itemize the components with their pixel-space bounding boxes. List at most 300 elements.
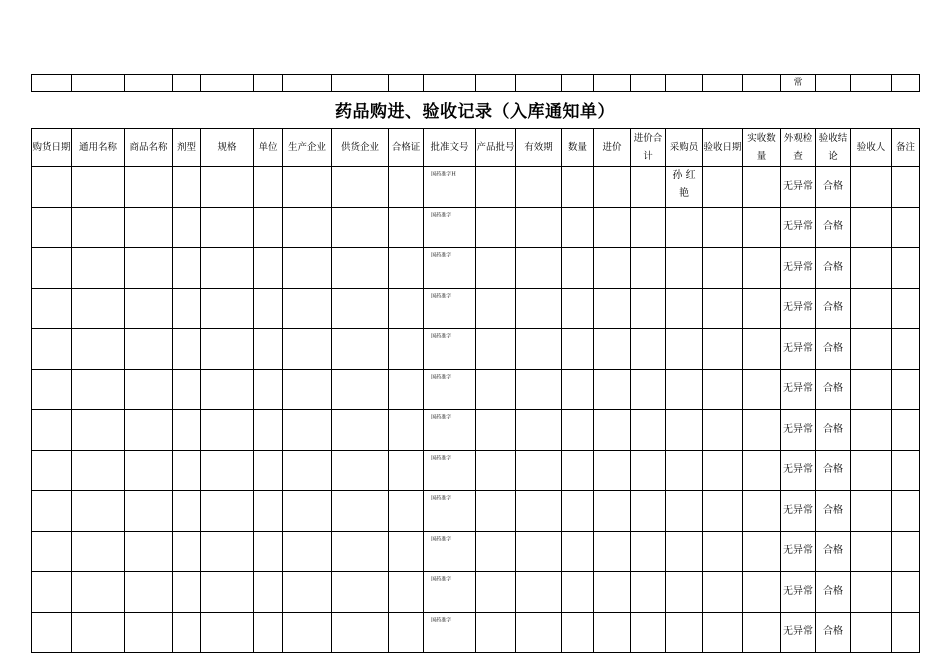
table-cell[interactable] bbox=[703, 450, 743, 491]
buyer-cell[interactable] bbox=[666, 248, 703, 289]
approval-number-cell[interactable] bbox=[424, 491, 476, 532]
table-cell[interactable] bbox=[516, 167, 562, 208]
buyer-cell[interactable] bbox=[666, 288, 703, 329]
table-cell[interactable] bbox=[631, 167, 666, 208]
appearance-check-cell[interactable]: 无异常 bbox=[781, 329, 816, 370]
table-cell[interactable] bbox=[283, 531, 332, 572]
buyer-cell[interactable] bbox=[666, 450, 703, 491]
appearance-check-cell[interactable]: 无异常 bbox=[781, 369, 816, 410]
table-cell[interactable] bbox=[201, 207, 254, 248]
table-cell[interactable] bbox=[389, 167, 424, 208]
table-cell[interactable] bbox=[125, 450, 173, 491]
table-cell[interactable] bbox=[173, 572, 201, 613]
table-row bbox=[32, 369, 920, 410]
table-cell[interactable] bbox=[72, 329, 125, 370]
table-cell[interactable] bbox=[476, 329, 516, 370]
approval-number-text: 国药准字 bbox=[431, 252, 452, 258]
buyer-cell[interactable] bbox=[666, 612, 703, 653]
table-cell[interactable] bbox=[332, 207, 389, 248]
table-cell[interactable] bbox=[892, 572, 920, 613]
table-cell[interactable] bbox=[201, 288, 254, 329]
table-cell[interactable] bbox=[743, 329, 781, 370]
table-cell[interactable] bbox=[851, 207, 892, 248]
approval-number-text: 国药准字 bbox=[431, 616, 452, 623]
table-cell[interactable] bbox=[254, 450, 283, 491]
table-row bbox=[32, 531, 920, 572]
table-cell[interactable] bbox=[72, 531, 125, 572]
table-cell[interactable] bbox=[851, 167, 892, 208]
table-cell[interactable] bbox=[562, 531, 594, 572]
table-cell[interactable] bbox=[32, 369, 72, 410]
approval-number-text: 国药准字 bbox=[431, 495, 452, 501]
table-cell[interactable] bbox=[72, 369, 125, 410]
table-cell[interactable] bbox=[703, 248, 743, 289]
table-cell[interactable] bbox=[703, 531, 743, 572]
table-cell[interactable] bbox=[389, 288, 424, 329]
table-cell[interactable] bbox=[173, 207, 201, 248]
table-cell[interactable] bbox=[389, 410, 424, 451]
table-cell[interactable] bbox=[125, 207, 173, 248]
conclusion-cell[interactable]: 合格 bbox=[816, 167, 851, 208]
table-cell[interactable] bbox=[389, 248, 424, 289]
table-cell[interactable] bbox=[125, 531, 173, 572]
approval-number-cell[interactable] bbox=[424, 248, 476, 289]
strip-cell bbox=[424, 75, 476, 92]
table-cell[interactable] bbox=[562, 410, 594, 451]
table-cell[interactable] bbox=[516, 531, 562, 572]
column-header: 规格 bbox=[201, 129, 254, 167]
table-cell[interactable] bbox=[516, 410, 562, 451]
table-cell[interactable] bbox=[743, 450, 781, 491]
table-cell[interactable] bbox=[851, 288, 892, 329]
strip-cell bbox=[254, 75, 283, 92]
conclusion-cell[interactable]: 合格 bbox=[816, 288, 851, 329]
table-cell[interactable] bbox=[32, 450, 72, 491]
approval-number-cell[interactable] bbox=[424, 288, 476, 329]
table-cell[interactable] bbox=[32, 167, 72, 208]
table-cell[interactable] bbox=[332, 531, 389, 572]
table-cell[interactable] bbox=[389, 612, 424, 653]
column-header: 进价 bbox=[594, 129, 631, 167]
approval-number-cell[interactable] bbox=[424, 612, 476, 653]
strip-cell bbox=[476, 75, 516, 92]
table-cell[interactable] bbox=[631, 369, 666, 410]
table-cell[interactable] bbox=[851, 491, 892, 532]
table-cell[interactable] bbox=[594, 329, 631, 370]
table-cell[interactable] bbox=[332, 167, 389, 208]
table-cell[interactable] bbox=[703, 167, 743, 208]
table-cell[interactable] bbox=[594, 248, 631, 289]
table-cell[interactable] bbox=[389, 491, 424, 532]
conclusion-cell[interactable]: 合格 bbox=[816, 329, 851, 370]
table-cell[interactable] bbox=[703, 491, 743, 532]
table-cell[interactable] bbox=[32, 248, 72, 289]
table-cell[interactable] bbox=[332, 410, 389, 451]
table-cell[interactable] bbox=[201, 450, 254, 491]
table-cell[interactable] bbox=[851, 450, 892, 491]
table-cell[interactable] bbox=[851, 248, 892, 289]
appearance-check-cell[interactable]: 无异常 bbox=[781, 612, 816, 653]
conclusion-cell[interactable]: 合格 bbox=[816, 369, 851, 410]
table-cell[interactable] bbox=[594, 450, 631, 491]
table-cell[interactable] bbox=[173, 410, 201, 451]
table-cell[interactable] bbox=[254, 572, 283, 613]
table-cell[interactable] bbox=[703, 369, 743, 410]
table-cell[interactable] bbox=[332, 329, 389, 370]
approval-number-text: 国药准字H bbox=[431, 171, 456, 177]
table-cell[interactable] bbox=[72, 167, 125, 208]
table-cell[interactable] bbox=[892, 369, 920, 410]
column-header: 剂型 bbox=[173, 129, 201, 167]
table-cell[interactable] bbox=[562, 248, 594, 289]
table-cell[interactable] bbox=[743, 248, 781, 289]
table-cell[interactable] bbox=[201, 329, 254, 370]
conclusion-cell[interactable]: 合格 bbox=[816, 531, 851, 572]
table-cell[interactable] bbox=[173, 531, 201, 572]
column-header: 商品名称 bbox=[125, 129, 173, 167]
table-cell[interactable] bbox=[201, 531, 254, 572]
table-cell[interactable] bbox=[72, 288, 125, 329]
table-cell[interactable] bbox=[631, 450, 666, 491]
table-cell[interactable] bbox=[173, 450, 201, 491]
table-cell[interactable] bbox=[173, 248, 201, 289]
table-cell[interactable] bbox=[72, 612, 125, 653]
table-cell[interactable] bbox=[631, 531, 666, 572]
approval-number-cell[interactable] bbox=[424, 572, 476, 613]
table-row bbox=[32, 450, 920, 491]
conclusion-cell[interactable]: 合格 bbox=[816, 207, 851, 248]
table-cell[interactable] bbox=[32, 288, 72, 329]
approval-number-cell[interactable] bbox=[424, 410, 476, 451]
table-cell[interactable] bbox=[516, 450, 562, 491]
table-cell[interactable] bbox=[283, 369, 332, 410]
table-cell[interactable] bbox=[332, 572, 389, 613]
conclusion-cell[interactable]: 合格 bbox=[816, 410, 851, 451]
table-cell[interactable] bbox=[254, 288, 283, 329]
table-cell[interactable] bbox=[283, 248, 332, 289]
table-cell[interactable] bbox=[516, 612, 562, 653]
table-row bbox=[32, 572, 920, 613]
table-cell[interactable] bbox=[72, 207, 125, 248]
table-cell[interactable] bbox=[201, 572, 254, 613]
table-row bbox=[32, 248, 920, 289]
table-cell[interactable] bbox=[72, 248, 125, 289]
table-cell[interactable] bbox=[743, 288, 781, 329]
table-cell[interactable] bbox=[125, 167, 173, 208]
table-cell[interactable] bbox=[125, 369, 173, 410]
table-cell[interactable] bbox=[389, 572, 424, 613]
conclusion-cell[interactable]: 合格 bbox=[816, 572, 851, 613]
table-cell[interactable] bbox=[892, 288, 920, 329]
strip-cell bbox=[201, 75, 254, 92]
table-cell[interactable] bbox=[516, 207, 562, 248]
table-cell[interactable] bbox=[476, 450, 516, 491]
table-cell[interactable] bbox=[283, 167, 332, 208]
approval-number-cell[interactable] bbox=[424, 167, 476, 208]
appearance-check-cell[interactable]: 无异常 bbox=[781, 167, 816, 208]
table-cell[interactable] bbox=[254, 207, 283, 248]
table-cell[interactable] bbox=[743, 531, 781, 572]
table-cell[interactable] bbox=[72, 572, 125, 613]
table-cell[interactable] bbox=[516, 572, 562, 613]
table-cell[interactable] bbox=[743, 612, 781, 653]
table-cell[interactable] bbox=[516, 248, 562, 289]
table-cell[interactable] bbox=[72, 450, 125, 491]
table-cell[interactable] bbox=[476, 531, 516, 572]
table-cell[interactable] bbox=[283, 207, 332, 248]
table-header-row bbox=[32, 129, 920, 167]
table-cell[interactable] bbox=[32, 410, 72, 451]
table-cell[interactable] bbox=[173, 329, 201, 370]
table-cell[interactable] bbox=[389, 450, 424, 491]
table-cell[interactable] bbox=[32, 207, 72, 248]
table-cell[interactable] bbox=[125, 248, 173, 289]
table-cell[interactable] bbox=[283, 612, 332, 653]
table-cell[interactable] bbox=[283, 491, 332, 532]
approval-number-cell[interactable] bbox=[424, 531, 476, 572]
table-cell[interactable] bbox=[851, 369, 892, 410]
table-cell[interactable] bbox=[201, 248, 254, 289]
table-cell[interactable] bbox=[173, 491, 201, 532]
strip-cell bbox=[743, 75, 781, 92]
table-cell[interactable] bbox=[562, 167, 594, 208]
table-cell[interactable] bbox=[201, 410, 254, 451]
buyer-cell[interactable] bbox=[666, 491, 703, 532]
table-cell[interactable] bbox=[283, 572, 332, 613]
table-cell[interactable] bbox=[389, 369, 424, 410]
table-cell[interactable] bbox=[254, 329, 283, 370]
table-cell[interactable] bbox=[389, 329, 424, 370]
table-cell[interactable] bbox=[703, 207, 743, 248]
buyer-cell[interactable] bbox=[666, 410, 703, 451]
approval-number-cell[interactable] bbox=[424, 329, 476, 370]
table-cell[interactable] bbox=[594, 612, 631, 653]
table-cell[interactable] bbox=[892, 248, 920, 289]
table-cell[interactable] bbox=[201, 612, 254, 653]
conclusion-cell[interactable]: 合格 bbox=[816, 612, 851, 653]
table-cell[interactable] bbox=[476, 369, 516, 410]
approval-number-text: 国药准字 bbox=[431, 333, 452, 339]
table-cell[interactable] bbox=[476, 248, 516, 289]
table-cell[interactable] bbox=[332, 491, 389, 532]
table-cell[interactable] bbox=[562, 329, 594, 370]
strip-cell bbox=[283, 75, 332, 92]
approval-number-cell[interactable] bbox=[424, 369, 476, 410]
table-cell[interactable] bbox=[851, 612, 892, 653]
table-cell[interactable] bbox=[594, 410, 631, 451]
table-cell[interactable] bbox=[892, 329, 920, 370]
table-cell[interactable] bbox=[254, 491, 283, 532]
table-cell[interactable] bbox=[516, 329, 562, 370]
table-cell[interactable] bbox=[32, 491, 72, 532]
table-cell[interactable] bbox=[892, 450, 920, 491]
table-cell[interactable] bbox=[851, 329, 892, 370]
table-cell[interactable] bbox=[631, 248, 666, 289]
appearance-check-cell[interactable]: 无异常 bbox=[781, 531, 816, 572]
table-cell[interactable] bbox=[254, 248, 283, 289]
table-cell[interactable] bbox=[254, 369, 283, 410]
table-cell[interactable] bbox=[332, 612, 389, 653]
table-cell[interactable] bbox=[32, 572, 72, 613]
table-cell[interactable] bbox=[332, 450, 389, 491]
table-cell[interactable] bbox=[892, 167, 920, 208]
table-cell[interactable] bbox=[201, 167, 254, 208]
table-cell[interactable] bbox=[703, 329, 743, 370]
table-cell[interactable] bbox=[743, 410, 781, 451]
table-cell[interactable] bbox=[254, 531, 283, 572]
table-cell[interactable] bbox=[851, 572, 892, 613]
column-header: 单位 bbox=[254, 129, 283, 167]
strip-cell bbox=[703, 75, 743, 92]
table-cell[interactable] bbox=[631, 329, 666, 370]
conclusion-cell[interactable]: 合格 bbox=[816, 491, 851, 532]
appearance-check-cell[interactable]: 无异常 bbox=[781, 491, 816, 532]
table-cell[interactable] bbox=[594, 207, 631, 248]
table-cell[interactable] bbox=[743, 207, 781, 248]
buyer-cell[interactable] bbox=[666, 329, 703, 370]
table-cell[interactable] bbox=[201, 491, 254, 532]
table-cell[interactable] bbox=[851, 531, 892, 572]
buyer-cell[interactable]: 孙 红 艳 bbox=[666, 167, 703, 208]
table-cell[interactable] bbox=[594, 572, 631, 613]
table-cell[interactable] bbox=[743, 491, 781, 532]
table-cell[interactable] bbox=[594, 167, 631, 208]
table-cell[interactable] bbox=[892, 531, 920, 572]
table-cell[interactable] bbox=[562, 491, 594, 532]
table-cell[interactable] bbox=[562, 207, 594, 248]
table-cell[interactable] bbox=[72, 491, 125, 532]
table-cell[interactable] bbox=[594, 491, 631, 532]
table-cell[interactable] bbox=[125, 410, 173, 451]
table-cell[interactable] bbox=[562, 572, 594, 613]
buyer-cell[interactable] bbox=[666, 531, 703, 572]
appearance-check-cell[interactable]: 无异常 bbox=[781, 248, 816, 289]
table-cell[interactable] bbox=[125, 288, 173, 329]
table-cell[interactable] bbox=[743, 167, 781, 208]
strip-cell bbox=[516, 75, 562, 92]
table-cell[interactable] bbox=[72, 410, 125, 451]
table-cell[interactable] bbox=[283, 410, 332, 451]
table-cell[interactable] bbox=[125, 491, 173, 532]
table-cell[interactable] bbox=[631, 207, 666, 248]
table-cell[interactable] bbox=[32, 612, 72, 653]
table-cell[interactable] bbox=[743, 572, 781, 613]
table-cell[interactable] bbox=[703, 288, 743, 329]
table-cell[interactable] bbox=[476, 491, 516, 532]
table-cell[interactable] bbox=[631, 288, 666, 329]
table-cell[interactable] bbox=[125, 572, 173, 613]
approval-number-cell[interactable] bbox=[424, 207, 476, 248]
table-cell[interactable] bbox=[173, 288, 201, 329]
table-cell[interactable] bbox=[703, 410, 743, 451]
table-cell[interactable] bbox=[283, 450, 332, 491]
table-cell[interactable] bbox=[562, 288, 594, 329]
column-header: 数量 bbox=[562, 129, 594, 167]
conclusion-cell[interactable]: 合格 bbox=[816, 450, 851, 491]
table-cell[interactable] bbox=[703, 572, 743, 613]
table-cell[interactable] bbox=[851, 410, 892, 451]
table-cell[interactable] bbox=[125, 329, 173, 370]
appearance-check-cell[interactable]: 无异常 bbox=[781, 288, 816, 329]
table-cell[interactable] bbox=[631, 491, 666, 532]
table-cell[interactable] bbox=[32, 329, 72, 370]
table-cell[interactable] bbox=[476, 410, 516, 451]
column-header: 验收结论 bbox=[816, 129, 851, 167]
table-cell[interactable] bbox=[631, 612, 666, 653]
table-cell[interactable] bbox=[562, 450, 594, 491]
table-cell[interactable] bbox=[562, 369, 594, 410]
table-cell[interactable] bbox=[254, 612, 283, 653]
table-cell[interactable] bbox=[201, 369, 254, 410]
column-header: 产品批号 bbox=[476, 129, 516, 167]
table-cell[interactable] bbox=[631, 410, 666, 451]
table-cell[interactable] bbox=[516, 288, 562, 329]
table-cell[interactable] bbox=[476, 167, 516, 208]
table-cell[interactable] bbox=[173, 167, 201, 208]
buyer-cell[interactable] bbox=[666, 572, 703, 613]
table-cell[interactable] bbox=[892, 207, 920, 248]
table-cell[interactable] bbox=[476, 207, 516, 248]
table-cell[interactable] bbox=[389, 207, 424, 248]
table-cell[interactable] bbox=[32, 531, 72, 572]
approval-number-cell[interactable] bbox=[424, 450, 476, 491]
table-cell[interactable] bbox=[594, 531, 631, 572]
table-cell[interactable] bbox=[173, 612, 201, 653]
table-cell[interactable] bbox=[283, 329, 332, 370]
table-cell[interactable] bbox=[631, 572, 666, 613]
strip-cell bbox=[816, 75, 851, 92]
table-cell[interactable] bbox=[173, 369, 201, 410]
appearance-check-cell[interactable]: 无异常 bbox=[781, 410, 816, 451]
table-cell[interactable] bbox=[476, 572, 516, 613]
table-cell[interactable] bbox=[332, 248, 389, 289]
table-cell[interactable] bbox=[476, 612, 516, 653]
table-cell[interactable] bbox=[594, 369, 631, 410]
table-cell[interactable] bbox=[594, 288, 631, 329]
purchase-inspection-table bbox=[31, 128, 920, 653]
table-cell[interactable] bbox=[892, 410, 920, 451]
table-cell[interactable] bbox=[332, 288, 389, 329]
column-header: 生产企业 bbox=[283, 129, 332, 167]
table-cell[interactable] bbox=[125, 612, 173, 653]
table-cell[interactable] bbox=[516, 491, 562, 532]
appearance-check-cell[interactable]: 无异常 bbox=[781, 572, 816, 613]
appearance-check-cell[interactable]: 无异常 bbox=[781, 450, 816, 491]
table-cell[interactable] bbox=[516, 369, 562, 410]
table-cell[interactable] bbox=[892, 491, 920, 532]
table-cell[interactable] bbox=[476, 288, 516, 329]
strip-cell bbox=[666, 75, 703, 92]
conclusion-cell[interactable]: 合格 bbox=[816, 248, 851, 289]
approval-number-text: 国药准字 bbox=[431, 211, 452, 218]
table-cell[interactable] bbox=[703, 612, 743, 653]
table-cell[interactable] bbox=[254, 410, 283, 451]
table-cell[interactable] bbox=[332, 369, 389, 410]
appearance-check-cell[interactable]: 无异常 bbox=[781, 207, 816, 248]
table-cell[interactable] bbox=[892, 612, 920, 653]
table-cell[interactable] bbox=[283, 288, 332, 329]
table-cell[interactable] bbox=[389, 531, 424, 572]
column-header: 通用名称 bbox=[72, 129, 125, 167]
table-cell[interactable] bbox=[254, 167, 283, 208]
buyer-cell[interactable] bbox=[666, 207, 703, 248]
buyer-cell[interactable] bbox=[666, 369, 703, 410]
document-title: 药品购进、验收记录（入库通知单） bbox=[335, 102, 615, 122]
strip-cell bbox=[173, 75, 201, 92]
approval-number-text: 国药准字 bbox=[431, 292, 452, 299]
table-cell[interactable] bbox=[562, 612, 594, 653]
table-cell[interactable] bbox=[743, 369, 781, 410]
